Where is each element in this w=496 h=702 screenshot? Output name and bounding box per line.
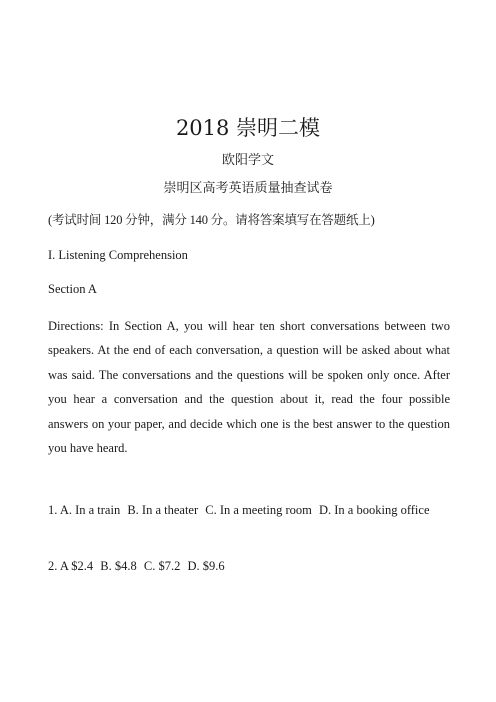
question-option: D. In a booking office	[318, 503, 430, 517]
question-option: C. $7.2	[143, 559, 181, 573]
question-1	[48, 498, 450, 522]
document-title: 2018 崇明二模	[175, 116, 321, 140]
question-number: 2.	[48, 559, 58, 573]
question-option: A. In a train	[59, 503, 121, 517]
part-heading: I. Listening Comprehension	[48, 248, 188, 262]
question-option: C. In a meeting room	[205, 503, 312, 517]
question-2	[48, 554, 450, 578]
section-heading: Section A	[48, 282, 97, 296]
question-option: B. In a theater	[127, 503, 199, 517]
question-number: 1.	[48, 503, 58, 517]
directions-paragraph: Directions: In Section A, you will hear ten short conversations between two speakers. At the end of each conversation, a question will be asked about what was said. The conversations and the questions will be spoken only once. After you hear a conversation and the question about it, read the four possible answers on your paper, and decide which one is the best answer to the question you have heard.	[48, 319, 450, 456]
author-name: 欧阳学文	[221, 153, 274, 168]
question-option: B. $4.8	[100, 559, 137, 573]
exam-note: (考试时间 120 分钟，满分 140 分。请将答案填写在答题纸上)	[48, 213, 375, 227]
question-option: D. $9.6	[187, 559, 225, 573]
exam-subtitle: 崇明区高考英语质量抽查试卷	[163, 181, 333, 196]
question-option: A $2.4	[59, 559, 94, 573]
